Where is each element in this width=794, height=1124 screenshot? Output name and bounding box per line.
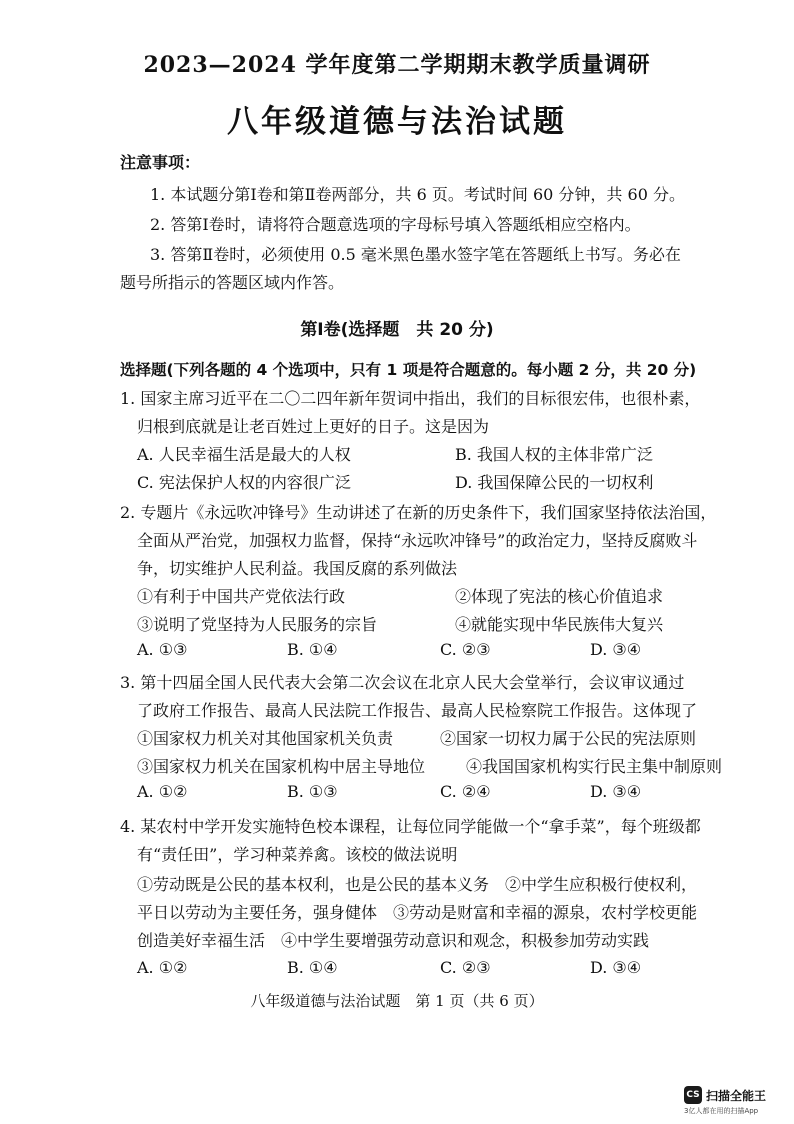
notice-item: 3. 答第Ⅱ卷时，必须使用 0.5 毫米黑色墨水签字笔在答题纸上书写。务必在 — [150, 245, 681, 264]
notice-item: 1. 本试题分第Ⅰ卷和第Ⅱ卷两部分，共 6 页。考试时间 60 分钟，共 60 分。 — [150, 185, 685, 204]
question-2-option-d: D. ③④ — [590, 640, 642, 659]
question-2-text: 全面从严治党，加强权力监督，保持“永远吹冲锋号”的政治定力，坚持反腐败斗 — [137, 531, 698, 550]
section-title: 第Ⅰ卷(选择题 共 20 分) — [300, 320, 494, 340]
question-3-statement: ④我国国家机构实行民主集中制原则 — [466, 757, 723, 776]
scanner-tagline: 3亿人都在用的扫描App — [684, 1107, 759, 1115]
question-3-statement: ②国家一切权力属于公民的宪法原则 — [440, 729, 697, 748]
question-1-option-b: B. 我国人权的主体非常广泛 — [455, 445, 653, 464]
question-2-statement: ②体现了宪法的核心价值追求 — [455, 587, 664, 606]
exam-title: 八年级道德与法治试题 — [227, 104, 567, 140]
question-2-option-c: C. ②③ — [440, 640, 491, 659]
section-instruction: 选择题(下列各题的 4 个选项中，只有 1 项是符合题意的。每小题 2 分，共 20 分) — [120, 361, 697, 379]
question-2-statement: ③说明了党坚持为人民服务的宗旨 — [137, 615, 378, 634]
question-2-text: 争，切实维护人民利益。我国反腐的系列做法 — [137, 559, 458, 578]
question-4-option-d: D. ③④ — [590, 958, 642, 977]
page-footer: 八年级道德与法治试题 第 1 页（共 6 页） — [250, 992, 544, 1010]
question-2-text: 2. 专题片《永远吹冲锋号》生动讲述了在新的历史条件下，我们国家坚持依法治国， — [120, 503, 717, 522]
question-4-statement: ①劳动既是公民的基本权利，也是公民的基本义务 ②中学生应积极行使权利， — [137, 875, 698, 894]
notice-item: 2. 答第Ⅰ卷时，请将符合题意选项的字母标号填入答题纸相应空格内。 — [150, 215, 641, 234]
question-4-option-a: A. ①② — [137, 958, 188, 977]
notice-item-continued: 题号所指示的答题区域内作答。 — [120, 273, 345, 292]
notice-title: 注意事项： — [120, 153, 201, 172]
question-1-text: 归根到底就是让老百姓过上更好的日子。这是因为 — [137, 417, 490, 436]
question-4-statement: 平日以劳动为主要任务，强身健体 ③劳动是财富和幸福的源泉，农村学校更能 — [137, 903, 698, 922]
scanner-watermark — [684, 1086, 784, 1116]
question-4-option-b: B. ①④ — [287, 958, 338, 977]
question-2-option-b: B. ①④ — [287, 640, 338, 659]
question-3-option-b: B. ①③ — [287, 782, 338, 801]
scanner-app-name: 扫描全能王 — [706, 1089, 767, 1103]
question-4-text: 4. 某农村中学开发实施特色校本课程，让每位同学能做一个“拿手菜”，每个班级都 — [120, 817, 701, 836]
question-1-option-d: D. 我国保障公民的一切权利 — [455, 473, 654, 492]
scanner-logo-icon: CS — [684, 1086, 702, 1104]
question-3-statement: ③国家权力机关在国家机构中居主导地位 — [137, 757, 426, 776]
question-1-option-a: A. 人民幸福生活是最大的人权 — [137, 445, 351, 464]
question-3-option-a: A. ①② — [137, 782, 188, 801]
question-1-option-c: C. 宪法保护人权的内容很广泛 — [137, 473, 351, 492]
question-1-text: 1. 国家主席习近平在二〇二四年新年贺词中指出，我们的目标很宏伟，也很朴素， — [120, 389, 701, 408]
question-4-text: 有“责任田”，学习种菜养禽。该校的做法说明 — [137, 845, 458, 864]
question-2-statement: ④就能实现中华民族伟大复兴 — [455, 615, 664, 634]
question-2-statement: ①有利于中国共产党依法行政 — [137, 587, 346, 606]
question-3-option-c: C. ②④ — [440, 782, 491, 801]
question-3-text: 了政府工作报告、最高人民法院工作报告、最高人民检察院工作报告。这体现了 — [137, 701, 698, 720]
question-3-text: 3. 第十四届全国人民代表大会第二次会议在北京人民大会堂举行，会议审议通过 — [120, 673, 685, 692]
exam-subtitle: 2023—2024 学年度第二学期期末教学质量调研 — [143, 52, 651, 78]
question-4-statement: 创造美好幸福生活 ④中学生要增强劳动意识和观念，积极参加劳动实践 — [137, 931, 650, 950]
question-4-option-c: C. ②③ — [440, 958, 491, 977]
question-3-statement: ①国家权力机关对其他国家机关负责 — [137, 729, 394, 748]
question-3-option-d: D. ③④ — [590, 782, 642, 801]
question-2-option-a: A. ①③ — [137, 640, 188, 659]
